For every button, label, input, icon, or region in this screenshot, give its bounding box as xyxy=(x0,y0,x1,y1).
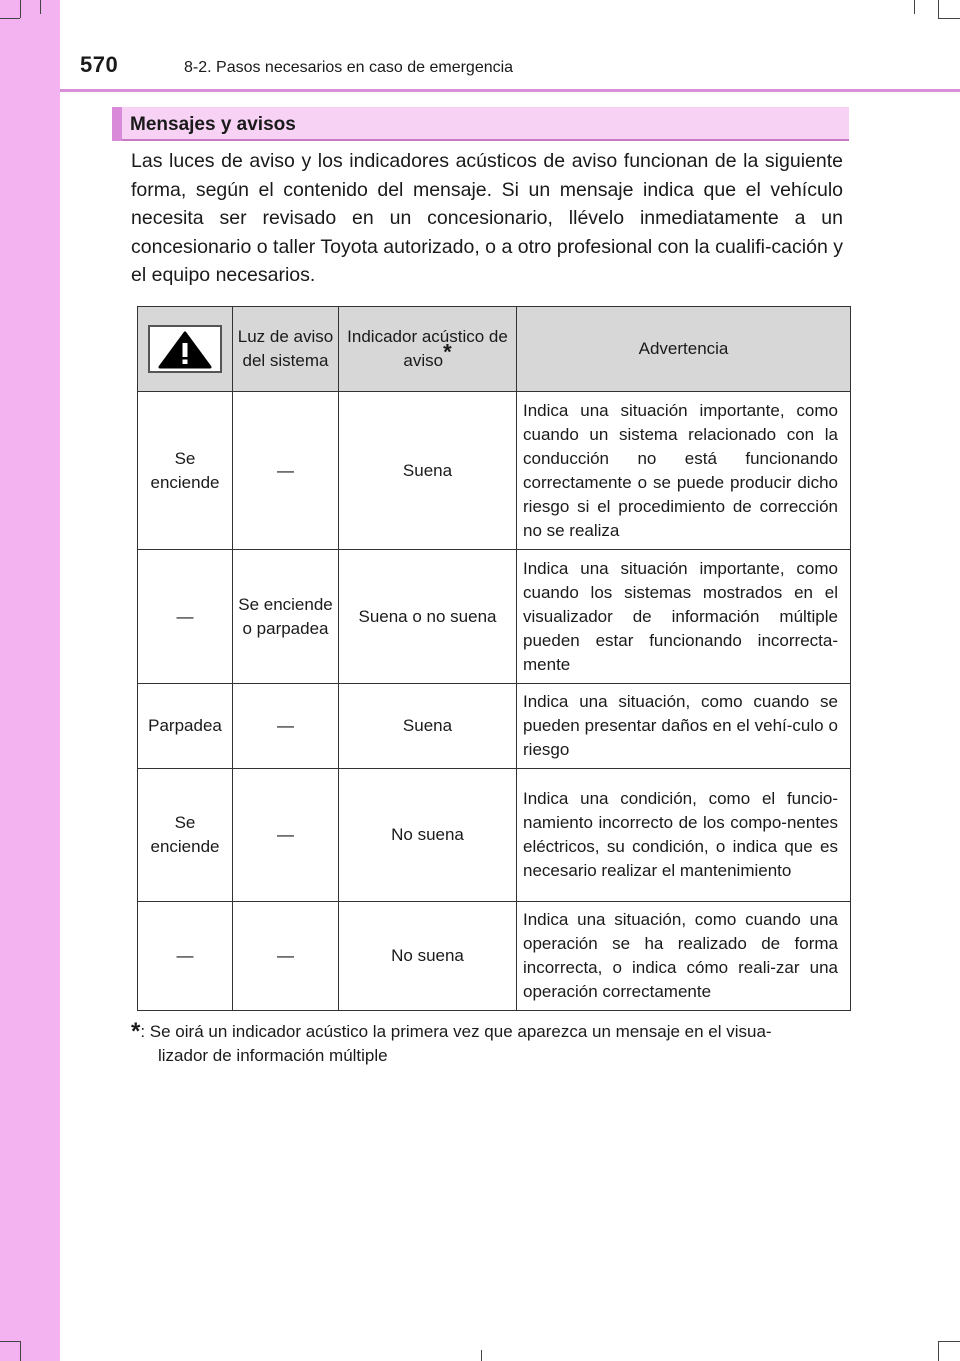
footnote-mark: * xyxy=(443,339,452,365)
cell-buzzer: Suena o no suena xyxy=(339,550,517,684)
table-row xyxy=(138,902,851,1011)
cell-buzzer: No suena xyxy=(339,902,517,1011)
table-row xyxy=(138,392,851,550)
header-master-warning xyxy=(138,307,233,392)
footnote xyxy=(131,1020,843,1068)
footnote-mark: * xyxy=(131,1018,141,1045)
table-row xyxy=(138,550,851,684)
header-buzzer: Indicador acústico de aviso* xyxy=(339,307,517,392)
crop-mark xyxy=(20,1341,21,1361)
footnote-text-line1: : Se oirá un indicador acústico la primera vez que aparezca un mensaje en el visua- xyxy=(140,1022,772,1041)
cell-system-light: — xyxy=(233,902,339,1011)
crop-mark xyxy=(938,0,939,18)
crop-mark xyxy=(20,0,21,18)
table-row xyxy=(138,684,851,769)
watermark: carmanualsonline.info xyxy=(653,1326,936,1356)
cell-system-light: Se enciende o parpadea xyxy=(233,550,339,684)
page-number: 570 xyxy=(80,52,119,77)
cell-system-light: — xyxy=(233,769,339,902)
header-warning: Advertencia xyxy=(517,307,851,392)
header-rule xyxy=(60,89,960,92)
cell-system-light: — xyxy=(233,684,339,769)
crop-mark xyxy=(938,1341,939,1361)
footnote-text-line2: lizador de información múltiple xyxy=(158,1046,388,1065)
cell-buzzer: No suena xyxy=(339,769,517,902)
warning-table xyxy=(137,306,851,1011)
intro-paragraph: Las luces de aviso y los indicadores acústicos de aviso funcionan de la siguiente forma, según el contenido del mensaje. Si un mensaje indica que el vehículo necesita ser revisado en un concesionario, llévelo inmediatamente a un concesionario o taller Toyota autorizado, o a otro profesional con la cualifi-cación y el equipo necesarios. xyxy=(131,150,843,287)
cell-master: — xyxy=(138,550,233,684)
crop-mark xyxy=(481,1350,482,1361)
cell-master: — xyxy=(138,902,233,1011)
warning-triangle-icon xyxy=(148,325,222,373)
table-header-row xyxy=(138,307,851,392)
crop-mark xyxy=(938,18,960,19)
cell-system-light: — xyxy=(233,392,339,550)
cell-buzzer: Suena xyxy=(339,684,517,769)
section-header xyxy=(112,107,849,141)
cell-master: Parpadea xyxy=(138,684,233,769)
section-title: Mensajes y avisos xyxy=(130,114,296,135)
cell-warning: Indica una situación importante, como cuando los sistemas mostrados en el visualizador de información múltiple pueden estar funcionando incorrecta-mente xyxy=(517,550,851,684)
header-system-light: Luz de aviso del sistema xyxy=(233,307,339,392)
crop-mark xyxy=(40,0,41,14)
section-reference: 8-2. Pasos necesarios en caso de emergencia xyxy=(184,59,514,76)
cell-master: Se enciende xyxy=(138,392,233,550)
left-margin-band xyxy=(0,0,60,1361)
cell-warning: Indica una situación importante, como cuando un sistema relacionado con la conducción no está funcionando correctamente o se puede producir dicho riesgo si el procedimiento de corrección no se realiza xyxy=(517,392,851,550)
crop-mark xyxy=(938,1341,960,1342)
cell-warning: Indica una situación, como cuando se pueden presentar daños en el vehí-culo o riesgo xyxy=(517,684,851,769)
cell-warning: Indica una situación, como cuando una operación se ha realizado de forma incorrecta, o indica cómo reali-zar una operación correctamente xyxy=(517,902,851,1011)
table-row xyxy=(138,769,851,902)
cell-buzzer: Suena xyxy=(339,392,517,550)
cell-master: Se enciende xyxy=(138,769,233,902)
crop-mark xyxy=(914,0,915,14)
crop-mark xyxy=(0,18,20,19)
crop-mark xyxy=(0,1341,20,1342)
cell-warning: Indica una condición, como el funcio-namiento incorrecto de los compo-nentes eléctricos, su condición, o indica que es necesario realizar el mantenimiento xyxy=(517,769,851,902)
